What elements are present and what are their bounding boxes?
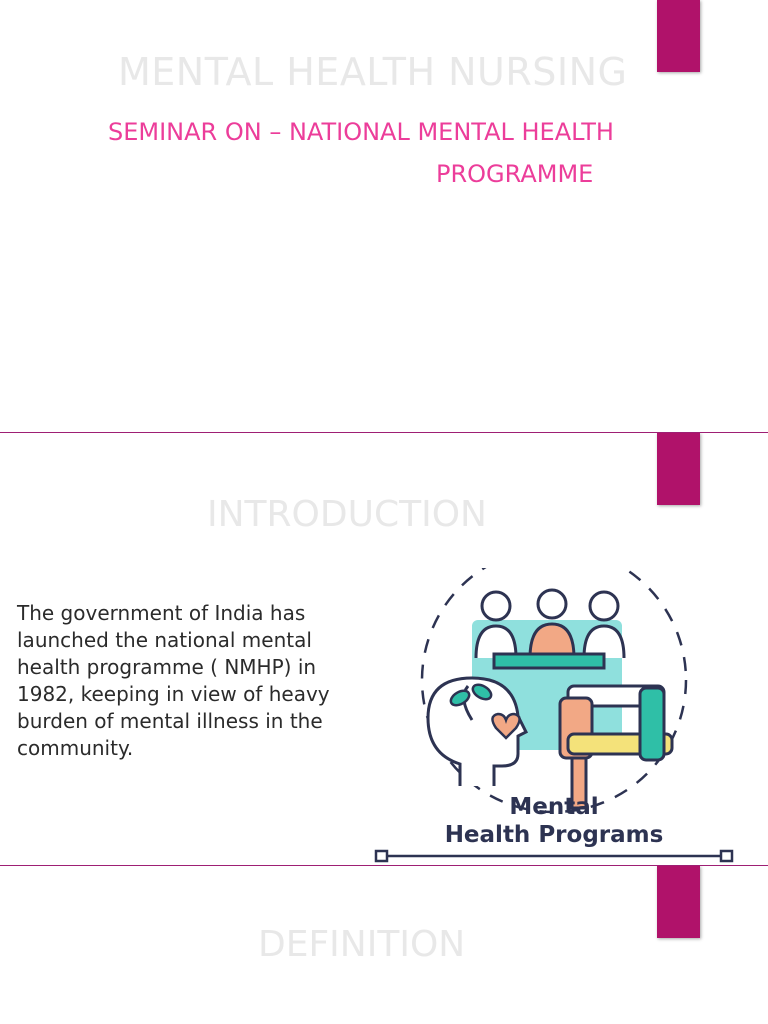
accent-bar	[657, 866, 700, 938]
introduction-heading: INTRODUCTION	[207, 494, 487, 535]
illustration-graphic	[368, 568, 740, 865]
slide-title	[0, 0, 768, 432]
slide-main-title: MENTAL HEALTH NURSING	[118, 50, 628, 94]
introduction-text: The government of India has launched the national mental health programme ( NMHP) in 1982, keeping in view of heavy burden of mental illness in the community.	[17, 601, 330, 760]
seminar-subtitle-line1: SEMINAR ON – NATIONAL MENTAL HEALTH	[108, 118, 614, 146]
underline-end-left	[376, 851, 387, 861]
table-icon	[494, 654, 604, 668]
seminar-subtitle-line2: PROGRAMME	[436, 160, 594, 188]
mental-health-programs-illustration	[368, 568, 740, 865]
head-profile-icon	[428, 678, 526, 786]
illustration-caption-line1: Mental	[509, 794, 599, 820]
slide-definition	[0, 866, 768, 1024]
slide-introduction	[0, 433, 768, 865]
definition-heading: DEFINITION	[258, 924, 466, 965]
underline-end-right	[721, 851, 732, 861]
illustration-caption-line2: Health Programs	[444, 822, 664, 848]
accent-bar	[657, 433, 700, 505]
accent-bar	[657, 0, 700, 72]
hands-icon	[560, 686, 672, 808]
